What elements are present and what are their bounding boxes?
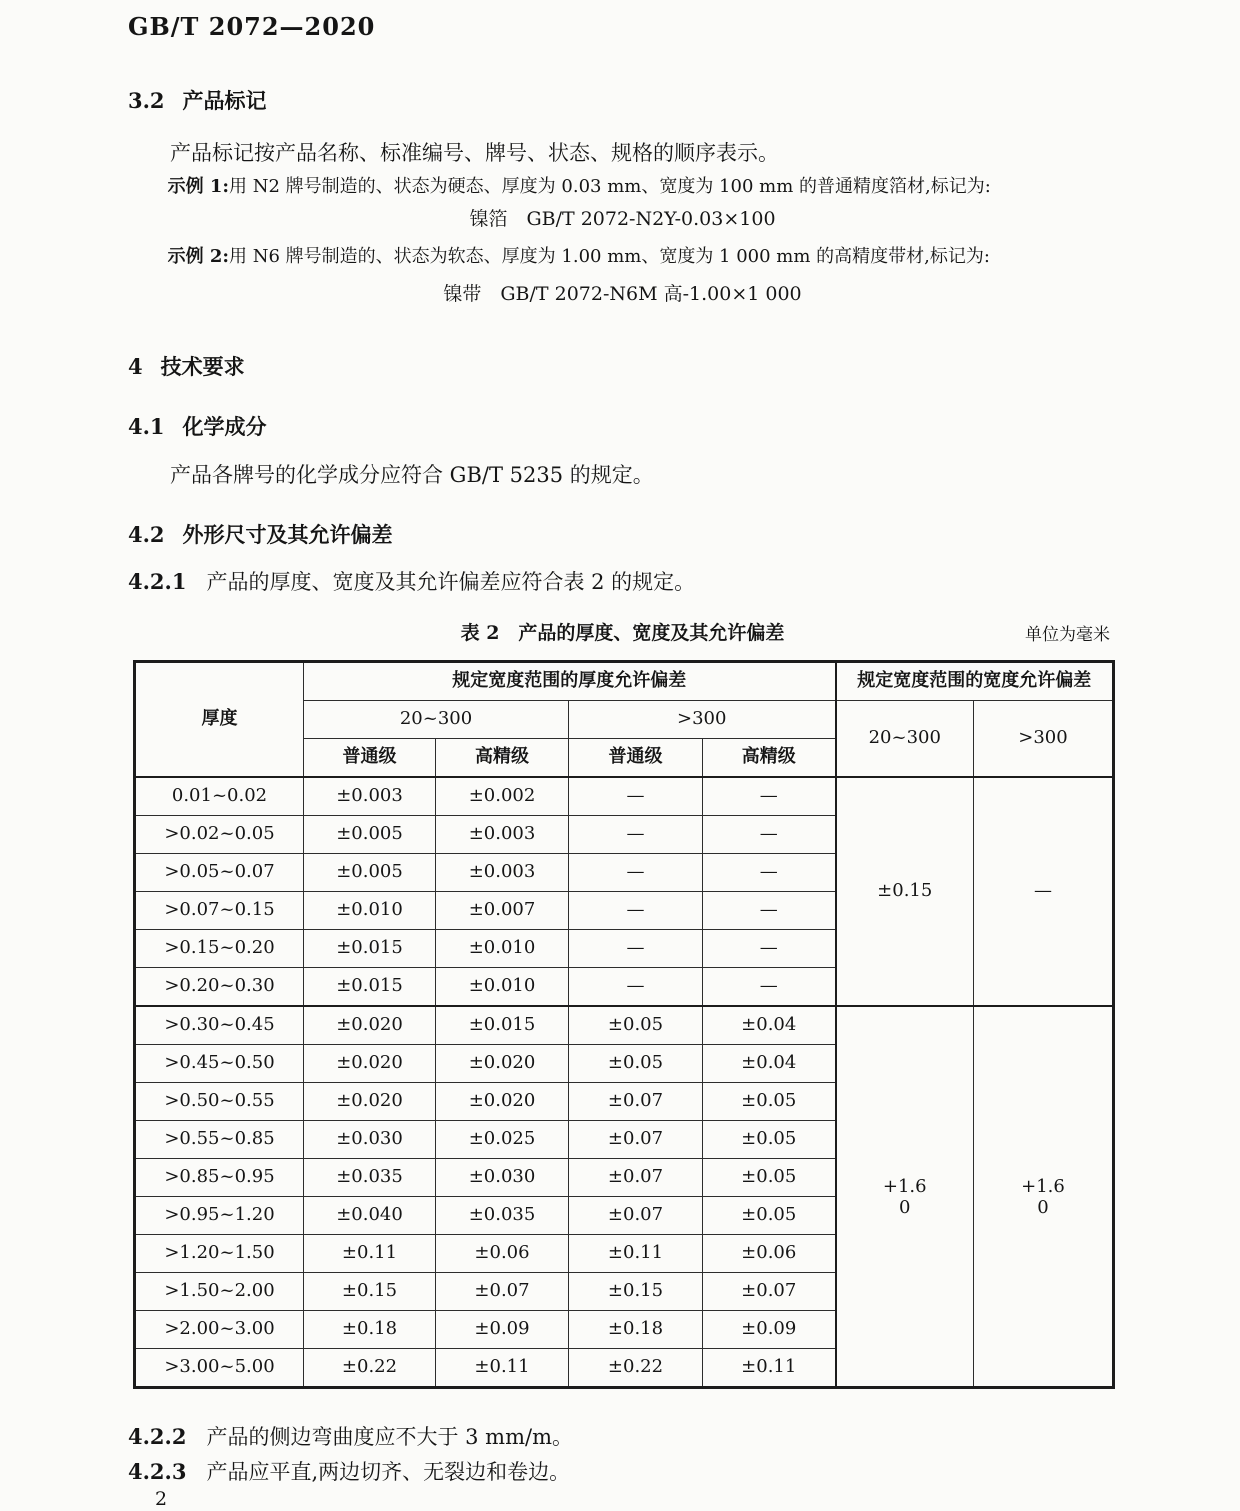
clause-4-2-3 [128, 1457, 1158, 1487]
thickness-tolerance-cell: — [569, 930, 703, 968]
example-1-label: 示例 1: [167, 176, 230, 197]
thickness-tolerance-cell: ±0.09 [703, 1311, 836, 1349]
thickness-range-cell: >1.50~2.00 [135, 1273, 304, 1311]
thickness-tolerance-cell: ±0.030 [304, 1121, 436, 1159]
section-3-2-heading [128, 86, 1240, 116]
section-4-1-heading [128, 412, 1240, 442]
example-1-designation: 镍箔 GB/T 2072-N2Y-0.03×100 [469, 208, 776, 230]
thickness-tolerance-cell: ±0.010 [436, 930, 569, 968]
example-1-text: 用 N2 牌号制造的、状态为硬态、厚度为 0.03 mm、宽度为 100 mm 的普通精度箔材,标记为: [229, 176, 991, 197]
thickness-tolerance-cell: ±0.020 [304, 1083, 436, 1121]
col-header-grade-ordinary: 普通级 [569, 739, 703, 778]
thickness-tolerance-cell: ±0.035 [436, 1197, 569, 1235]
col-group-thickness-deviation: 规定宽度范围的厚度允许偏差 [304, 662, 836, 701]
thickness-range-cell: >0.85~0.95 [135, 1159, 304, 1197]
section-number: 4.2 [128, 522, 165, 547]
thickness-tolerance-cell: ±0.035 [304, 1159, 436, 1197]
clause-text: 产品的厚度、宽度及其允许偏差应符合表 2 的规定。 [206, 570, 696, 594]
example-2-label: 示例 2: [167, 246, 230, 267]
col-header-grade-ordinary: 普通级 [304, 739, 436, 778]
thickness-tolerance-cell: — [569, 968, 703, 1007]
section-4-2-heading [128, 520, 1240, 550]
thickness-tolerance-cell: ±0.003 [304, 777, 436, 816]
thickness-tolerance-cell: ±0.11 [436, 1349, 569, 1388]
col-header-grade-high: 高精级 [703, 739, 836, 778]
width-tolerance-zero-limit: 0 [899, 1196, 911, 1218]
thickness-range-cell: >1.20~1.50 [135, 1235, 304, 1273]
thickness-tolerance-cell: — [703, 777, 836, 816]
thickness-tolerance-cell: ±0.05 [569, 1006, 703, 1045]
thickness-tolerance-cell: ±0.04 [703, 1045, 836, 1083]
thickness-tolerance-cell: ±0.07 [569, 1159, 703, 1197]
thickness-tolerance-cell: ±0.07 [569, 1083, 703, 1121]
thickness-tolerance-cell: ±0.18 [569, 1311, 703, 1349]
clause-4-2-2 [128, 1422, 1158, 1452]
thickness-range-cell: >2.00~3.00 [135, 1311, 304, 1349]
clause-number: 4.2.1 [128, 569, 187, 594]
width-tolerance-plus-limit: +1.6 [882, 1175, 927, 1197]
table-header-row-1 [135, 662, 1114, 701]
section-title: 技术要求 [160, 354, 245, 379]
thickness-range-cell: >0.05~0.07 [135, 854, 304, 892]
col-header-width-range-20-300: 20~300 [836, 701, 974, 778]
col-group-width-deviation: 规定宽度范围的宽度允许偏差 [836, 662, 1114, 701]
thickness-tolerance-cell: — [703, 816, 836, 854]
col-header-thickness: 厚度 [135, 662, 304, 778]
thickness-tolerance-cell: ±0.22 [569, 1349, 703, 1388]
thickness-tolerance-cell: ±0.003 [436, 816, 569, 854]
col-header-thickness-range-gt-300: >300 [569, 701, 836, 739]
clause-number: 4.2.2 [128, 1424, 187, 1449]
thickness-tolerance-cell: ±0.04 [703, 1006, 836, 1045]
thickness-tolerance-cell: ±0.06 [436, 1235, 569, 1273]
thickness-range-cell: >3.00~5.00 [135, 1349, 304, 1388]
section-title: 化学成分 [182, 414, 267, 439]
thickness-tolerance-cell: — [703, 892, 836, 930]
table-title: 表 2 产品的厚度、宽度及其允许偏差 [460, 622, 785, 644]
thickness-tolerance-cell: ±0.015 [436, 1006, 569, 1045]
width-tolerance-20-300-lower-cell [836, 1006, 974, 1388]
paragraph-product-marking: 产品标记按产品名称、标准编号、牌号、状态、规格的顺序表示。 [170, 141, 779, 165]
thickness-range-cell: >0.45~0.50 [135, 1045, 304, 1083]
thickness-tolerance-cell: ±0.22 [304, 1349, 436, 1388]
page-number: 2 [155, 1488, 168, 1510]
thickness-tolerance-cell: ±0.020 [436, 1083, 569, 1121]
width-tolerance-plus-limit: +1.6 [1021, 1175, 1065, 1197]
thickness-tolerance-cell: ±0.05 [703, 1083, 836, 1121]
thickness-tolerance-cell: ±0.18 [304, 1311, 436, 1349]
table-header [135, 662, 1114, 778]
thickness-tolerance-cell: ±0.015 [304, 968, 436, 1007]
example-2-designation: 镍带 GB/T 2072-N6M 高-1.00×1 000 [443, 283, 802, 305]
thickness-tolerance-cell: ±0.003 [436, 854, 569, 892]
thickness-tolerance-cell: ±0.025 [436, 1121, 569, 1159]
thickness-tolerance-cell: — [703, 854, 836, 892]
thickness-range-cell: 0.01~0.02 [135, 777, 304, 816]
thickness-tolerance-cell: ±0.05 [703, 1121, 836, 1159]
thickness-tolerance-cell: ±0.11 [569, 1235, 703, 1273]
section-title: 外形尺寸及其允许偏差 [182, 522, 393, 547]
thickness-tolerance-cell: ±0.05 [703, 1197, 836, 1235]
thickness-tolerance-cell: ±0.05 [703, 1159, 836, 1197]
thickness-tolerance-cell: ±0.020 [304, 1006, 436, 1045]
thickness-tolerance-cell: ±0.005 [304, 854, 436, 892]
section-number: 4.1 [128, 414, 165, 439]
thickness-tolerance-cell: ±0.015 [304, 930, 436, 968]
width-tolerance-gt-300-upper-cell: — [974, 777, 1114, 1006]
thickness-tolerance-cell: ±0.07 [436, 1273, 569, 1311]
example-1 [128, 174, 1158, 200]
section-number: 4 [128, 354, 143, 379]
width-tolerance-gt-300-lower-cell [974, 1006, 1114, 1388]
thickness-tolerance-cell: — [569, 892, 703, 930]
width-tolerance-20-300-upper-cell: ±0.15 [836, 777, 974, 1006]
thickness-tolerance-cell: ±0.020 [436, 1045, 569, 1083]
col-header-grade-high: 高精级 [436, 739, 569, 778]
section-number: 3.2 [128, 88, 165, 113]
thickness-tolerance-cell: ±0.007 [436, 892, 569, 930]
thickness-range-cell: >0.15~0.20 [135, 930, 304, 968]
thickness-tolerance-cell: ±0.010 [436, 968, 569, 1007]
clause-text: 产品的侧边弯曲度应不大于 3 mm/m。 [206, 1425, 573, 1449]
thickness-range-cell: >0.55~0.85 [135, 1121, 304, 1159]
thickness-tolerance-cell: — [569, 816, 703, 854]
thickness-tolerance-cell: ±0.07 [703, 1273, 836, 1311]
col-header-thickness-range-20-300: 20~300 [304, 701, 569, 739]
table-caption [133, 619, 1112, 645]
table-row [135, 1006, 1114, 1045]
thickness-tolerance-cell: ±0.05 [569, 1045, 703, 1083]
thickness-range-cell: >0.95~1.20 [135, 1197, 304, 1235]
thickness-tolerance-cell: ±0.010 [304, 892, 436, 930]
thickness-tolerance-cell: ±0.030 [436, 1159, 569, 1197]
thickness-tolerance-cell: — [703, 930, 836, 968]
clause-4-2-1 [128, 567, 1158, 597]
thickness-tolerance-cell: ±0.07 [569, 1197, 703, 1235]
thickness-tolerance-cell: — [569, 777, 703, 816]
thickness-tolerance-cell: ±0.11 [304, 1235, 436, 1273]
thickness-range-cell: >0.07~0.15 [135, 892, 304, 930]
thickness-tolerance-cell: — [703, 968, 836, 1007]
width-tolerance-zero-limit: 0 [1037, 1196, 1049, 1218]
thickness-tolerance-cell: ±0.002 [436, 777, 569, 816]
table-body [135, 777, 1114, 1388]
thickness-tolerance-cell: — [569, 854, 703, 892]
thickness-range-cell: >0.50~0.55 [135, 1083, 304, 1121]
thickness-range-cell: >0.02~0.05 [135, 816, 304, 854]
col-header-width-range-gt-300: >300 [974, 701, 1114, 778]
thickness-tolerance-cell: ±0.005 [304, 816, 436, 854]
thickness-range-cell: >0.30~0.45 [135, 1006, 304, 1045]
clause-text: 产品应平直,两边切齐、无裂边和卷边。 [206, 1460, 571, 1484]
thickness-range-cell: >0.20~0.30 [135, 968, 304, 1007]
thickness-tolerance-cell: ±0.040 [304, 1197, 436, 1235]
thickness-tolerance-cell: ±0.020 [304, 1045, 436, 1083]
section-4-heading [128, 352, 1240, 382]
table-row [135, 777, 1114, 816]
paragraph-chemical-composition: 产品各牌号的化学成分应符合 GB/T 5235 的规定。 [170, 463, 654, 487]
thickness-tolerance-cell: ±0.15 [569, 1273, 703, 1311]
example-2 [128, 244, 1158, 270]
thickness-tolerance-cell: ±0.09 [436, 1311, 569, 1349]
running-header: GB/T 2072—2020 [128, 12, 376, 41]
thickness-tolerance-cell: ±0.07 [569, 1121, 703, 1159]
thickness-tolerance-cell: ±0.06 [703, 1235, 836, 1273]
thickness-tolerance-cell: ±0.11 [703, 1349, 836, 1388]
example-2-text: 用 N6 牌号制造的、状态为软态、厚度为 1.00 mm、宽度为 1 000 mm 的高精度带材,标记为: [229, 246, 990, 267]
clause-number: 4.2.3 [128, 1459, 187, 1484]
section-title: 产品标记 [182, 88, 267, 113]
table-unit-note: 单位为毫米 [1025, 625, 1110, 645]
tolerance-table [133, 660, 1115, 1389]
thickness-tolerance-cell: ±0.15 [304, 1273, 436, 1311]
